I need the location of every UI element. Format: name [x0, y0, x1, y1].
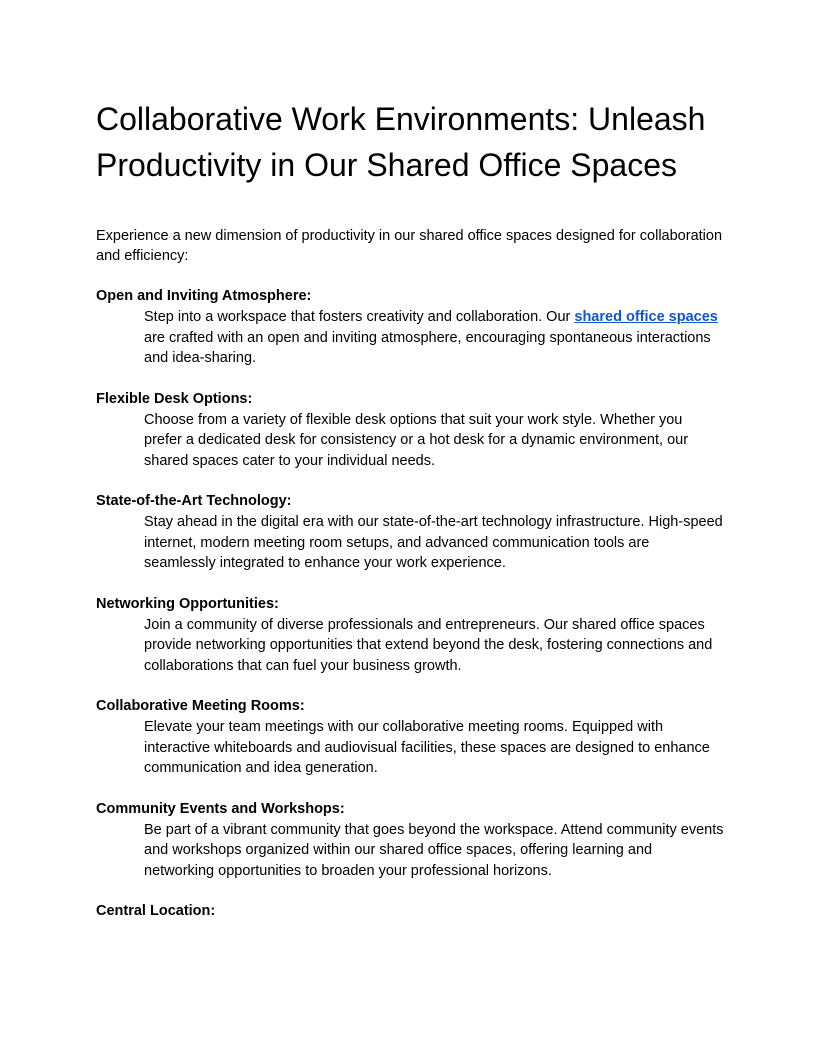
body-text: Step into a workspace that fosters creativity and collaboration. Our — [144, 309, 575, 325]
section-open-atmosphere — [96, 286, 724, 369]
section-body: Be part of a vibrant community that goes beyond the workspace. Attend community events and workshops organized within our shared office spaces, offering learning and networking opportunities to broaden your professional horizons. — [144, 821, 724, 879]
section-body: Choose from a variety of flexible desk options that suit your work style. Whether you prefer a dedicated desk for consistency or a hot desk for a dynamic environment, our shared spaces cater to your individual needs. — [144, 411, 689, 469]
body-text: are crafted with an open and inviting atmosphere, encouraging spontaneous interactions and idea-sharing. — [144, 329, 711, 366]
section-body: Join a community of diverse professionals and entrepreneurs. Our shared office spaces provide networking opportunities that extend beyond the desk, fostering connections and collaborations that can fuel your business growth. — [144, 616, 713, 674]
section-heading: Community Events and Workshops: — [96, 800, 345, 817]
section-heading: Flexible Desk Options: — [96, 390, 253, 407]
section-heading: Collaborative Meeting Rooms: — [96, 698, 305, 714]
section-body: Elevate your team meetings with our collaborative meeting rooms. Equipped with interactive whiteboards and audiovisual facilities, these spaces are designed to enhance communication and idea generation. — [144, 719, 710, 776]
section-body — [144, 307, 724, 369]
section-networking — [96, 594, 724, 677]
section-heading: State-of-the-Art Technology: — [96, 493, 292, 509]
intro-paragraph: Experience a new dimension of productivity in our shared office spaces designed for collaboration and efficiency: — [96, 228, 723, 264]
section-community-events — [96, 799, 724, 882]
section-technology — [96, 491, 724, 574]
section-heading: Central Location: — [96, 903, 216, 919]
section-flexible-desk — [96, 389, 724, 472]
section-meeting-rooms — [96, 696, 724, 779]
section-heading: Networking Opportunities: — [96, 595, 279, 612]
document-page — [96, 96, 724, 921]
page-title: Collaborative Work Environments: Unleash Productivity in Our Shared Office Spaces — [96, 101, 706, 183]
shared-office-spaces-link[interactable]: shared office spaces — [574, 309, 718, 325]
section-heading: Open and Inviting Atmosphere: — [96, 288, 312, 304]
section-body: Stay ahead in the digital era with our state-of-the-art technology infrastructure. High-speed internet, modern meeting room setups, and advanced communication tools are seamlessly integrated to enhance your work experience. — [144, 514, 723, 571]
section-central-location — [96, 901, 724, 921]
